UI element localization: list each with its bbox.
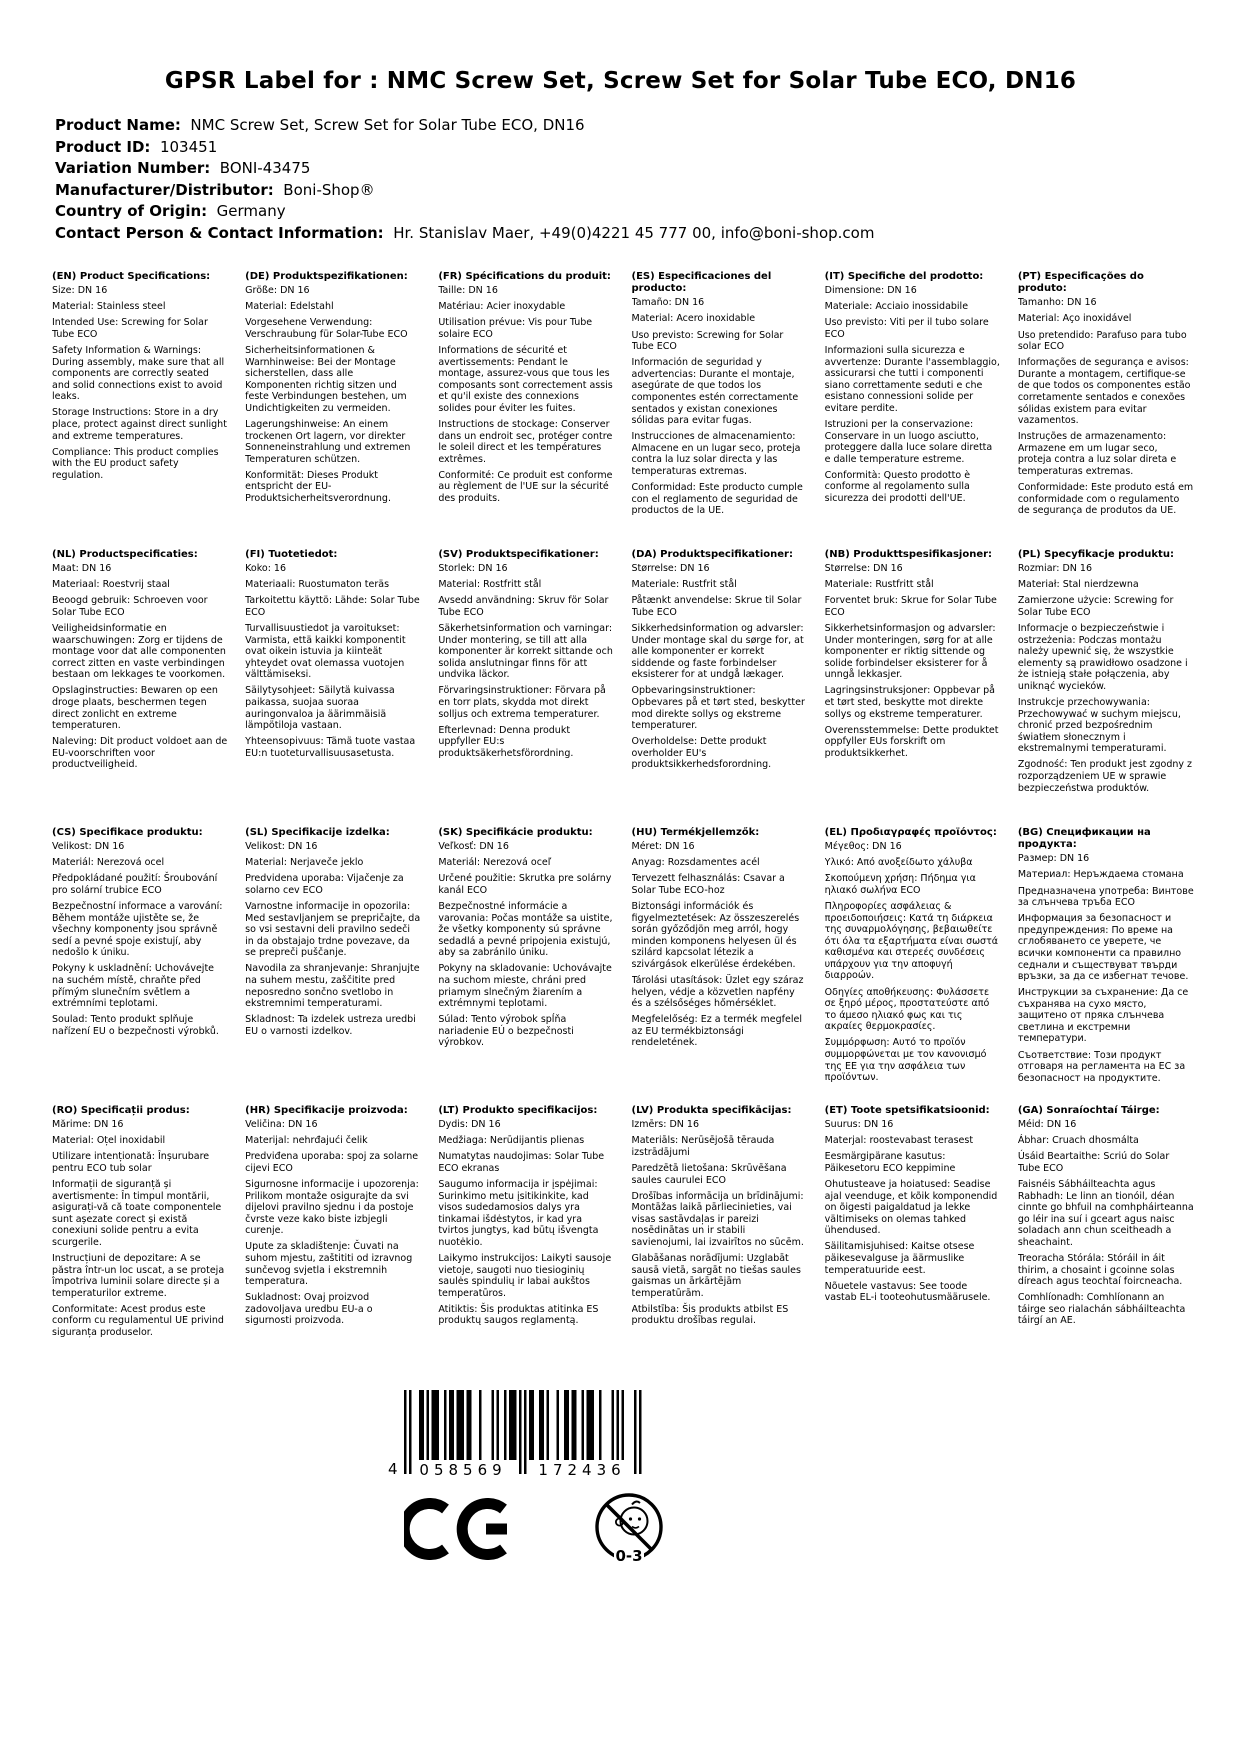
spec-paragraph: Anyag: Rozsdamentes acél xyxy=(631,857,760,869)
language-block-heading: (ES) Especificaciones del producto: xyxy=(631,271,772,295)
spec-paragraph: Størrelse: DN 16 xyxy=(631,563,710,575)
language-block-heading: (PT) Especificações do produto: xyxy=(1017,271,1144,295)
spec-paragraph: Σκοπούμενη χρήση: Πήδημα για ηλιακό σωλήνα ECO xyxy=(824,873,976,896)
spec-paragraph: Drošības informācija un brīdinājumi: Montāžas laikā pārliecinieties, vai visas sastāvdaļas ir pareizi nosēdinātas un ir stabili savienojumi, lai izvairītos no sūcēm. xyxy=(631,1190,804,1248)
spec-paragraph: Velikost: DN 16 xyxy=(245,841,318,853)
spec-paragraph: Atitiktis: Šis produktas atitinka ES produktų saugos reglamentą. xyxy=(438,1303,599,1327)
language-block-heading: (IT) Specifiche del prodotto: xyxy=(824,271,984,282)
spec-paragraph: Größe: DN 16 xyxy=(245,285,310,297)
spec-paragraph: Súlad: Tento výrobok spĺňa nariadenie EÚ o bezpečnosti výrobkov. xyxy=(438,1014,574,1049)
language-block-heading: (GA) Sonraíochtaí Táirge: xyxy=(1017,1105,1160,1116)
spec-paragraph: Størrelse: DN 16 xyxy=(824,563,903,575)
spec-paragraph: Conformidad: Este producto cumple con el reglamento de seguridad de productos de la UE. xyxy=(631,481,803,517)
product-info-value: Germany xyxy=(207,202,286,220)
language-block-heading: (DE) Produktspezifikationen: xyxy=(245,271,408,282)
spec-paragraph: Uso pretendido: Parafuso para tubo solar ECO xyxy=(1017,329,1187,353)
spec-paragraph: Tervezett felhasználás: Csavar a Solar Tube ECO-hoz xyxy=(631,873,785,896)
spec-paragraph: Veľkosť: DN 16 xyxy=(438,841,509,853)
language-block-heading: (SL) Specifikacije izdelka: xyxy=(245,827,390,838)
spec-paragraph: Материал: Неръждаема стомана xyxy=(1017,869,1184,881)
spec-paragraph: Megfelelőség: Ez a termék megfelel az EU termékbiztonsági rendeletének. xyxy=(631,1014,802,1049)
spec-paragraph: Opbevaringsinstruktioner: Opbevares på et tørt sted, beskytter mod direkte sollys og ekstreme temperaturer. xyxy=(631,685,805,732)
language-block-sv xyxy=(438,549,614,827)
spec-paragraph: Съответствие: Този продукт отговаря на регламента на ЕС за безопасност на продуктите. xyxy=(1017,1049,1186,1084)
spec-paragraph: Säkerhetsinformation och varningar: Under montering, se till att alla komponenter är korrekt sittande och solida anslutningar finns för att undvika läckor. xyxy=(438,623,613,681)
product-info-value: BONI-43475 xyxy=(210,159,311,177)
spec-paragraph: Avsedd användning: Skruv för Solar Tube ECO xyxy=(438,595,609,618)
spec-paragraph: Compliance: This product complies with the EU product safety regulation. xyxy=(52,446,219,481)
language-block-fr xyxy=(438,271,614,549)
spec-paragraph: Zgodność: Ten produkt jest zgodny z rozporządzeniem UE w sprawie bezpieczeństwa produktów. xyxy=(1017,759,1193,794)
spec-paragraph: Materiał: Stal nierdzewna xyxy=(1017,579,1139,591)
spec-paragraph: Safety Information & Warnings: During assembly, make sure that all components are correctly seated and solid connections exist to avoid leaks. xyxy=(52,345,225,403)
spec-paragraph: Předpokládané použití: Šroubování pro solární trubice ECO xyxy=(52,873,218,896)
product-info-label: Country of Origin: xyxy=(55,202,208,220)
spec-paragraph: Conformité: Ce produit est conforme au règlement de l'UE sur la sécurité des produits. xyxy=(438,469,613,504)
product-info-row xyxy=(55,160,874,177)
spec-paragraph: Veličina: DN 16 xyxy=(245,1119,318,1131)
spec-paragraph: Taille: DN 16 xyxy=(438,285,498,297)
spec-paragraph: Utilisation prévue: Vis pour Tube solaire ECO xyxy=(438,317,593,340)
spec-paragraph: Naleving: Dit product voldoet aan de EU-voorschriften voor productveiligheid. xyxy=(52,736,228,771)
spec-paragraph: Vorgesehene Verwendung: Verschraubung für Solar-Tube ECO xyxy=(245,317,408,340)
language-block-lt xyxy=(438,1105,614,1383)
spec-paragraph: Turvallisuustiedot ja varoitukset: Varmista, että kaikki komponentit ovat oikein istuvia ja kiinteät yhteydet ovat olemassa vuotojen välttämiseksi. xyxy=(245,623,406,681)
language-block-nl xyxy=(52,549,228,827)
spec-paragraph: Tamaño: DN 16 xyxy=(631,297,705,309)
spec-paragraph: Beoogd gebruik: Schroeven voor Solar Tube ECO xyxy=(52,595,208,618)
spec-paragraph: Koko: 16 xyxy=(245,563,287,575)
language-block-hu xyxy=(632,827,808,1105)
spec-paragraph: Intended Use: Screwing for Solar Tube ECO xyxy=(52,317,208,340)
spec-paragraph: Navodila za shranjevanje: Shranjujte na suhem mestu, zaščitite pred neposredno sončno svetlobo in ekstremnimi temperaturami. xyxy=(245,963,420,1010)
spec-paragraph: Instrukcje przechowywania: Przechowywać w suchym miejscu, chronić przed bezpośrednim światłem słonecznym i ekstremalnymi temperaturami. xyxy=(1017,696,1181,755)
spec-paragraph: Uso previsto: Viti per il tubo solare ECO xyxy=(824,317,989,340)
spec-paragraph: Paredzētā lietošana: Skrūvēšana saules caurulei ECO xyxy=(631,1162,787,1186)
spec-paragraph: Material: Edelstahl xyxy=(245,301,334,313)
product-info-row xyxy=(55,182,874,199)
spec-paragraph: Yhteensopivuus: Tämä tuote vastaa EU:n tuoteturvallisuusasetusta. xyxy=(245,736,416,759)
product-info-label: Contact Person & Contact Information: xyxy=(55,223,384,242)
product-info-label: Variation Number: xyxy=(55,159,211,177)
language-block-bg xyxy=(1018,827,1194,1105)
product-info-row xyxy=(55,225,874,242)
spec-paragraph: Utilizare intenționată: Înșurubare pentru ECO tub solar xyxy=(52,1151,210,1174)
spec-paragraph: Materjal: roostevabast terasest xyxy=(824,1135,974,1147)
spec-paragraph: Matériau: Acier inoxydable xyxy=(438,301,566,313)
spec-paragraph: Opslaginstructies: Bewaren op een droge plaats, beschermen tegen direct zonlicht en extreme temperaturen. xyxy=(52,685,218,732)
spec-paragraph: Sukladnost: Ovaj proizvod zadovoljava uredbu EU-a o sigurnosti proizvoda. xyxy=(245,1292,373,1327)
spec-paragraph: Materijal: nehrđajući čelik xyxy=(245,1135,368,1147)
language-block-heading: (FI) Tuotetiedot: xyxy=(245,549,338,560)
spec-paragraph: Sikkerhedsinformation og advarsler: Under montage skal du sørge for, at alle komponenter er korrekt siddende og faste forbindelser eksisterer for at undgå lækager. xyxy=(631,623,804,681)
language-block-et xyxy=(825,1105,1001,1383)
language-block-heading: (EN) Product Specifications: xyxy=(52,271,211,282)
language-block-heading: (NB) Produkttspesifikasjoner: xyxy=(824,549,993,560)
spec-paragraph: Ábhar: Cruach dhosmálta xyxy=(1017,1135,1139,1147)
spec-paragraph: Información de seguridad y advertencias: Durante el montaje, asegúrate de que todos los componentes estén correctamente sentados y existan conexiones sólidas para evitar fugas. xyxy=(631,357,799,427)
spec-paragraph: Material: Aço inoxidável xyxy=(1017,313,1132,325)
spec-paragraph: Предназначена употреба: Винтове за слънчева тръба ECO xyxy=(1017,885,1194,909)
spec-paragraph: Mărime: DN 16 xyxy=(52,1119,124,1131)
product-info-value: Boni-Shop® xyxy=(273,180,375,199)
spec-paragraph: Veiligheidsinformatie en waarschuwingen: Zorg er tijdens de montage voor dat alle componenten correct zitten en vaste verbindingen bestaan om lekkages te voorkomen. xyxy=(52,623,226,681)
spec-paragraph: Efterlevnad: Denna produkt uppfyller EU:s produktsäkerhetsförordning. xyxy=(438,724,574,759)
spec-paragraph: Conformità: Questo prodotto è conforme al regolamento sulla sicurezza dei prodotti dell'UE. xyxy=(824,469,971,504)
product-info-section xyxy=(55,117,874,246)
spec-paragraph: Conformidade: Este produto está em conformidade com o regulamento de segurança de produtos da UE. xyxy=(1017,481,1194,517)
spec-paragraph: Säilitamisjuhised: Kaitse otsese päikesevalguse ja äärmuslike temperatuuride eest. xyxy=(824,1241,975,1276)
spec-paragraph: Υλικό: Από ανοξείδωτο χάλυβα xyxy=(824,857,973,869)
baby-curl xyxy=(632,1502,640,1505)
spec-paragraph: Ohutusteave ja hoiatused: Seadise ajal veenduge, et kõik komponendid on õigesti paigaldatud ja lekke vältimiseks on olemas tahked ühendused. xyxy=(824,1179,998,1237)
spec-paragraph: Faisnéis Sábháilteachta agus Rabhadh: Le linn an tionóil, déan cinnte go bhfuil na comhpháirteanna go léir ina suí i gceart agus naisc soladach ann chun sceitheadh a sheachaint. xyxy=(1017,1179,1194,1248)
spec-paragraph: Materiaali: Ruostumaton teräs xyxy=(245,579,390,591)
language-block-heading: (PL) Specyfikacje produktu: xyxy=(1017,549,1174,560)
spec-paragraph: Bezpečnostné informácie a varovania: Počas montáže sa uistite, že všetky komponenty sú správne sedadlá a pevné pripojenia existujú, aby sa zabránilo úniku. xyxy=(438,901,613,959)
barcode-digits xyxy=(404,1461,642,1479)
age-warning-label: 0-3 xyxy=(615,1547,643,1565)
spec-paragraph: Nõuetele vastavus: See toode vastab EL-i tooteohutusmäärusele. xyxy=(824,1280,991,1304)
language-block-heading: (DA) Produktspecifikationer: xyxy=(631,549,793,560)
spec-paragraph: Materiale: Rustfrit stål xyxy=(631,579,737,591)
spec-paragraph: Förvaringsinstruktioner: Förvara på en torr plats, skydda mot direkt solljus och extrema temperaturer. xyxy=(438,685,606,720)
language-block-nb xyxy=(825,549,1001,827)
barcode-column xyxy=(404,1390,642,1479)
spec-paragraph: Sikkerhetsinformasjon og advarsler: Under monteringen, sørg for at alle komponenter er riktig sittende og solide forbindelser eksisterer for å unngå lekkasjer. xyxy=(824,623,996,681)
age-warning-icon xyxy=(590,1490,668,1568)
spec-paragraph: Συμμόρφωση: Αυτό το προϊόν συμμορφώνεται με τον κανονισμό της ΕΕ για την ασφάλεια των προϊόντων. xyxy=(824,1037,987,1084)
language-block-heading: (CS) Specifikace produktu: xyxy=(52,827,203,838)
spec-paragraph: Material: Nerjaveče jeklo xyxy=(245,857,364,869)
spec-paragraph: Comhlíonadh: Comhlíonann an táirge seo rialachán sábháilteachta táirgí an AE. xyxy=(1017,1292,1186,1327)
spec-paragraph: Instructions de stockage: Conserver dans un endroit sec, protéger contre le soleil direct et les températures extrêmes. xyxy=(438,418,613,465)
spec-paragraph: Tarkoitettu käyttö: Lähde: Solar Tube ECO xyxy=(245,595,420,618)
spec-paragraph: Informations de sécurité et avertissements: Pendant le montage, assurez-vous que tous les composants sont correctement assis et qu'il existe des connexions solides pour éviter les fuites. xyxy=(438,345,613,414)
language-block-heading: (EL) Προδιαγραφές προϊόντος: xyxy=(824,827,997,838)
language-block-heading: (RO) Specificații produs: xyxy=(52,1105,190,1116)
spec-paragraph: Materiál: Nerezová ocel xyxy=(52,857,165,869)
page-title: GPSR Label for : NMC Screw Set, Screw Set for Solar Tube ECO, DN16 xyxy=(164,68,1077,94)
language-specs-grid xyxy=(52,271,1194,1383)
spec-paragraph: Informações de segurança e avisos: Durante a montagem, certifique-se de que todos os componentes estão corretamente sentados e conexões sólidas existem para evitar vazamentos. xyxy=(1017,357,1191,427)
spec-paragraph: Laikymo instrukcijos: Laikyti sausoje vietoje, saugoti nuo tiesioginių saulės spindulių ir labai aukštos temperatūros. xyxy=(438,1252,612,1299)
spec-paragraph: Lagringsinstruksjoner: Oppbevar på et tørt sted, beskytte mot direkte sollys og ekstreme temperaturer. xyxy=(824,685,995,720)
compliance-marks xyxy=(404,1490,668,1568)
spec-paragraph: Informazioni sulla sicurezza e avvertenze: Durante l'assemblaggio, assicurarsi che tutti i componenti siano correttamente seduti e che esistano connessioni solide per evitare perdite. xyxy=(824,345,1000,414)
language-block-fi xyxy=(245,549,421,827)
spec-paragraph: Overholdelse: Dette produkt overholder EU's produktsikkerhedsforordning. xyxy=(631,736,772,771)
spec-paragraph: Conformitate: Acest produs este conform cu regulamentul UE privind siguranța produselor. xyxy=(52,1303,224,1338)
spec-paragraph: Materiál: Nerezová oceľ xyxy=(438,857,552,869)
spec-paragraph: Forventet bruk: Skrue for Solar Tube ECO xyxy=(824,595,997,618)
language-block-de xyxy=(245,271,421,549)
spec-paragraph: Tamanho: DN 16 xyxy=(1017,297,1097,309)
spec-paragraph: Μέγεθος: DN 16 xyxy=(824,841,902,853)
spec-paragraph: Tárolási utasítások: Üzlet egy száraz helyen, védje a közvetlen napfény és a szélsőséges hőmérséklet. xyxy=(631,974,804,1010)
spec-paragraph: Информация за безопасност и предупреждения: По време на сглобяването се уверете, че всички компоненти са правилно седнали и съществуват твърди връзки, за да се избегнат течове. xyxy=(1017,913,1189,983)
spec-paragraph: Glabāšanas norādījumi: Uzglabāt sausā vietā, sargāt no tiešas saules gaismas un ārkārtējām temperatūrām. xyxy=(631,1252,801,1299)
spec-paragraph: Predviđena uporaba: spoj za solarne cijevi ECO xyxy=(245,1151,419,1174)
barcode-right-digits: 172436 xyxy=(538,1461,626,1479)
spec-paragraph: Material: Acero inoxidable xyxy=(631,313,756,325)
language-block-heading: (SK) Špecifikácie produktu: xyxy=(438,827,593,838)
language-block-heading: (NL) Productspecificaties: xyxy=(52,549,198,560)
spec-paragraph: Πληροφορίες ασφάλειας & προειδοποιήσεις: Κατά τη διάρκεια της συναρμολόγησης, βεβαιωθείτε ότι όλα τα εξαρτήματα είναι σωστά καθισμένα και στερεές συνδέσεις υπάρχουν για την αποφυγή διαρροών. xyxy=(824,901,999,982)
spec-paragraph: Informacje o bezpieczeństwie i ostrzeżenia: Podczas montażu należy upewnić się, że wszystkie elementy są prawidłowo osadzone i że istnieją stałe połączenia, aby uniknąć wycieków. xyxy=(1017,623,1188,692)
spec-paragraph: Materiale: Acciaio inossidabile xyxy=(824,301,969,313)
spec-paragraph: Sigurnosne informacije i upozorenja: Prilikom montaže osigurajte da svi dijelovi pravilno sjednu i da postoje čvrste veze kako biste izbjegli curenje. xyxy=(245,1179,419,1237)
spec-paragraph: Rozmiar: DN 16 xyxy=(1017,563,1093,575)
spec-paragraph: Varnostne informacije in opozorila: Med sestavljanjem se prepričajte, da so vsi sestavni deli pravilno sedeči in da obstajajo trdne povezave, da se prepreči puščanje. xyxy=(245,901,421,959)
spec-paragraph: Instrucciones de almacenamiento: Almacene en un lugar seco, proteja contra la luz solar directa y las temperaturas extremas. xyxy=(631,431,801,477)
spec-paragraph: Úsáid Beartaithe: Scriú do Solar Tube ECO xyxy=(1017,1151,1170,1174)
spec-paragraph: Material: Rostfritt stål xyxy=(438,579,542,591)
product-info-label: Manufacturer/Distributor: xyxy=(55,180,274,199)
spec-paragraph: Istruzioni per la conservazione: Conservare in un luogo asciutto, proteggere dalla luce solare diretta e dalle temperature estreme. xyxy=(824,418,993,465)
language-block-heading: (HU) Termékjellemzők: xyxy=(631,827,760,838)
language-block-heading: (HR) Specifikacije proizvoda: xyxy=(245,1105,408,1116)
barcode-left-digits: 058569 xyxy=(419,1461,507,1479)
spec-paragraph: Izmērs: DN 16 xyxy=(631,1119,699,1131)
spec-paragraph: Säilytysohjeet: Säilytä kuivassa paikassa, suojaa suoraa auringonvaloa ja äärimmäisiä lämpötiloja vastaan. xyxy=(245,685,395,732)
spec-paragraph: Material: Oțel inoxidabil xyxy=(52,1135,166,1147)
spec-paragraph: Material: Stainless steel xyxy=(52,301,166,313)
spec-paragraph: Suurus: DN 16 xyxy=(824,1119,894,1131)
language-block-heading: (BG) Спецификации на продукта: xyxy=(1017,827,1151,851)
spec-paragraph: Biztonsági információk és figyelmeztetések: Az összeszerelés során győződjön meg arról, hogy minden komponens helyesen ül és szilárd kapcsolat létezik a szivárgások elkerülése érdekében. xyxy=(631,901,800,970)
spec-paragraph: Určené použitie: Skrutka pre solárny kanál ECO xyxy=(438,873,612,896)
language-block-pl xyxy=(1018,549,1194,827)
language-block-sk xyxy=(438,827,614,1105)
language-block-heading: (ET) Toote spetsifikatsioonid: xyxy=(824,1105,990,1116)
spec-paragraph: Instruções de armazenamento: Armazene em um lugar seco, proteja contra a luz solar direta e temperaturas extremas. xyxy=(1017,431,1177,477)
language-block-it xyxy=(825,271,1001,549)
spec-paragraph: Dimensione: DN 16 xyxy=(824,285,917,297)
language-block-ga xyxy=(1018,1105,1194,1383)
spec-paragraph: Materiaal: Roestvrij staal xyxy=(52,579,170,591)
spec-paragraph: Οδηγίες αποθήκευσης: Φυλάσσετε σε ξηρό μέρος, προστατεύστε από το άμεσο ηλιακό φως και τις ακραίες θερμοκρασίες. xyxy=(824,986,990,1033)
spec-paragraph: Soulad: Tento produkt splňuje nařízení EU o bezpečnosti výrobků. xyxy=(52,1014,219,1037)
language-block-heading: (LT) Produkto specifikacijos: xyxy=(438,1105,598,1116)
spec-paragraph: Размер: DN 16 xyxy=(1017,853,1090,865)
language-block-da xyxy=(632,549,808,827)
product-info-value: NMC Screw Set, Screw Set for Solar Tube ECO, DN16 xyxy=(180,116,585,134)
spec-paragraph: Konformität: Dieses Produkt entspricht der EU-Produktsicherheitsverordnung. xyxy=(245,469,391,504)
language-block-hr xyxy=(245,1105,421,1383)
spec-paragraph: Storlek: DN 16 xyxy=(438,563,508,575)
language-block-cs xyxy=(52,827,228,1105)
spec-paragraph: Informații de siguranță și avertismente: În timpul montării, asigurați-vă că toate componentele sunt așezate corect și există conexiuni solide pentru a evita scurgerile. xyxy=(52,1179,222,1248)
spec-paragraph: Saugumo informacija ir įspėjimai: Surinkimo metu įsitikinkite, kad visos sudedamosios dalys yra tinkamai išdėstytos, ir kad yra tvirtos jungtys, kad būtų išvengta nuotėkio. xyxy=(438,1179,599,1248)
language-block-heading: (FR) Spécifications du produit: xyxy=(438,271,611,282)
spec-paragraph: Méret: DN 16 xyxy=(631,841,695,853)
product-info-row xyxy=(55,117,874,134)
spec-paragraph: Maat: DN 16 xyxy=(52,563,112,575)
spec-paragraph: Predvidena uporaba: Vijačenje za solarno cev ECO xyxy=(245,873,404,896)
barcode xyxy=(388,1390,642,1479)
language-block-en xyxy=(52,271,228,549)
spec-paragraph: Overensstemmelse: Dette produktet oppfyller EUs forskrift om produktsikkerhet. xyxy=(824,724,999,759)
spec-paragraph: Atbilstība: Šis produkts atbilst ES produktu drošības regulai. xyxy=(631,1303,789,1327)
product-info-label: Product ID: xyxy=(55,137,151,156)
spec-paragraph: Upute za skladištenje: Čuvati na suhom mjestu, zaštititi od izravnog sunčevog svjetla i ekstremnih temperatura. xyxy=(245,1241,413,1288)
product-info-label: Product Name: xyxy=(55,116,181,134)
spec-paragraph: Instrucțiuni de depozitare: A se păstra într-un loc uscat, a se proteja împotriva luminii solare directe și a temperaturilor extreme. xyxy=(52,1252,225,1299)
language-block-lv xyxy=(632,1105,808,1383)
spec-paragraph: Bezpečnostní informace a varování: Během montáže ujistěte se, že všechny komponenty jsou správně sedí a pevné spoje existují, aby nedošlo k úniku. xyxy=(52,901,223,959)
language-block-es xyxy=(632,271,808,549)
spec-paragraph: Treoracha Stórála: Stóráil in áit thirim, a chosaint i gcoinne solas díreach agus teochtaí foircneacha. xyxy=(1017,1252,1183,1288)
ce-mark-icon xyxy=(404,1498,516,1560)
spec-paragraph: Pokyny na skladovanie: Uchovávajte na suchom mieste, chráni pred priamym slnečným žiarením a extrémnymi teplotami. xyxy=(438,963,612,1010)
language-block-sl xyxy=(245,827,421,1105)
language-block-heading: (LV) Produkta specifikācijas: xyxy=(631,1105,792,1116)
spec-paragraph: Påtænkt anvendelse: Skrue til Solar Tube ECO xyxy=(631,595,802,618)
language-block-pt xyxy=(1018,271,1194,549)
spec-paragraph: Skladnost: Ta izdelek ustreza uredbi EU o varnosti izdelkov. xyxy=(245,1014,416,1037)
product-info-value: 103451 xyxy=(150,137,218,156)
spec-paragraph: Materiale: Rustfritt stål xyxy=(824,579,934,591)
spec-paragraph: Materiāls: Nerūsējošā tērauda izstrādājumi xyxy=(631,1135,775,1158)
spec-paragraph: Eesmärgipärane kasutus: Päikesetoru ECO keppimine xyxy=(824,1151,956,1174)
spec-paragraph: Инструкции за съхранение: Да се съхранява на сухо място, защитено от пряка слънчева светлина и екстремни температури. xyxy=(1017,987,1189,1045)
spec-paragraph: Pokyny k uskladnění: Uchovávejte na suchém místě, chraňte před přímým slunečním světlem a extrémními teplotami. xyxy=(52,963,215,1010)
spec-paragraph: Méid: DN 16 xyxy=(1017,1119,1077,1131)
spec-paragraph: Numatytas naudojimas: Solar Tube ECO ekranas xyxy=(438,1151,605,1174)
spec-paragraph: Sicherheitsinformationen & Warnhinweise: Bei der Montage sicherstellen, dass alle Komponenten richtig sitzen und feste Verbindungen bestehen, um Undichtigkeiten zu vermeiden. xyxy=(245,345,407,414)
product-info-row xyxy=(55,139,874,156)
language-block-ro xyxy=(52,1105,228,1383)
spec-paragraph: Uso previsto: Screwing for Solar Tube ECO xyxy=(631,329,784,353)
language-block-el xyxy=(825,827,1001,1105)
spec-paragraph: Velikost: DN 16 xyxy=(52,841,125,853)
language-block-heading: (SV) Produktspecifikationer: xyxy=(438,549,599,560)
spec-paragraph: Medžiaga: Nerūdijantis plienas xyxy=(438,1135,585,1147)
barcode-first-digit: 4 xyxy=(388,1460,398,1478)
spec-paragraph: Zamierzone użycie: Screwing for Solar Tube ECO xyxy=(1017,595,1174,618)
spec-paragraph: Size: DN 16 xyxy=(52,285,108,297)
product-info-value: Hr. Stanislav Maer, +49(0)4221 45 777 00, info@boni-shop.com xyxy=(383,223,875,242)
product-info-row xyxy=(55,203,874,220)
spec-paragraph: Lagerungshinweise: An einem trockenen Ort lagern, vor direkter Sonneneinstrahlung und extremen Temperaturen schützen. xyxy=(245,418,411,465)
spec-paragraph: Storage Instructions: Store in a dry place, protect against direct sunlight and extreme temperatures. xyxy=(52,407,227,442)
spec-paragraph: Dydis: DN 16 xyxy=(438,1119,501,1131)
